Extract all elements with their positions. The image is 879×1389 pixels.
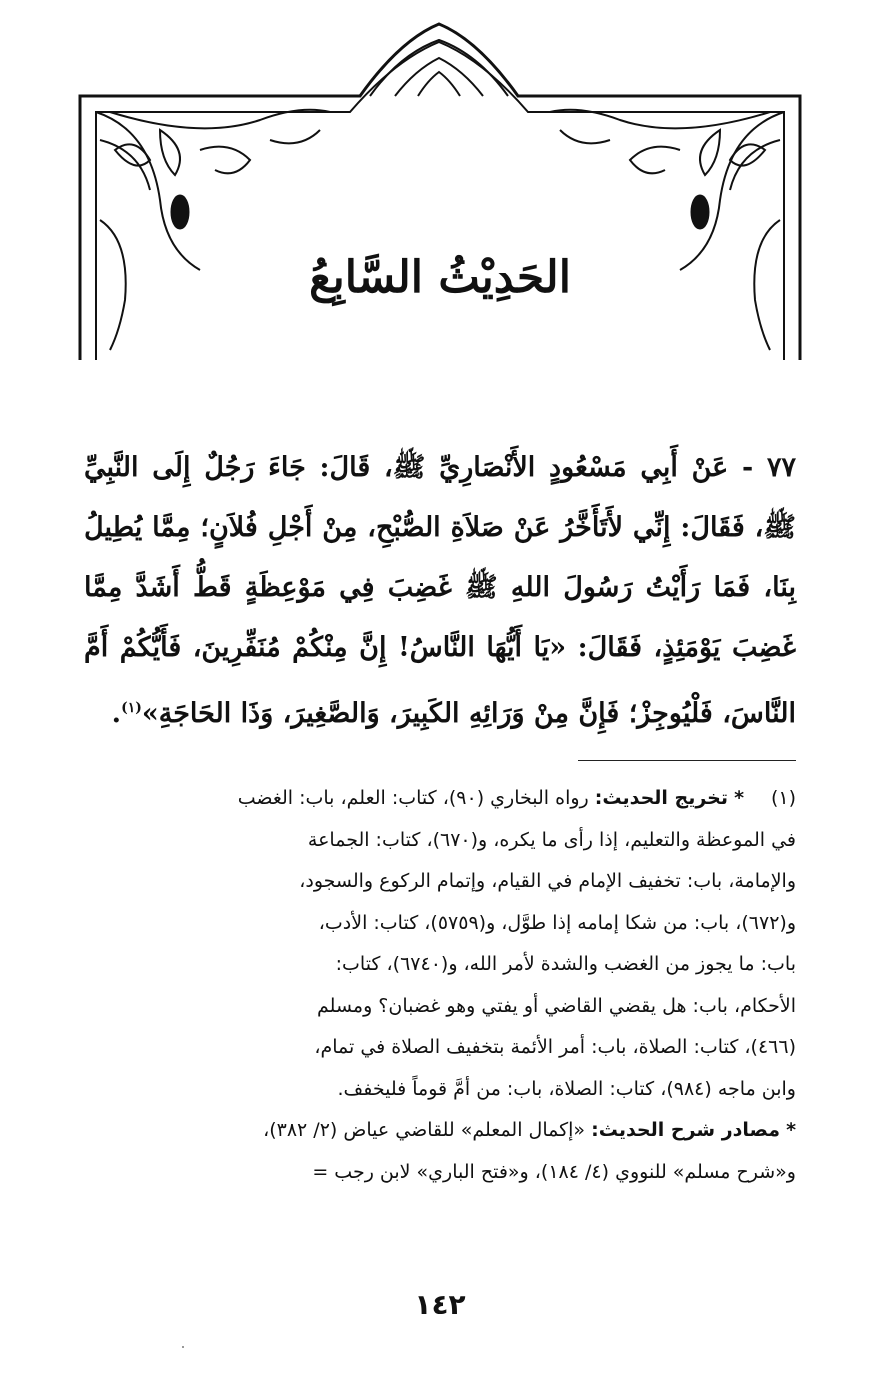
star-marker: * [786, 1119, 796, 1141]
page-number: ١٤٢ [414, 1288, 466, 1321]
chapter-title: الحَدِيْثُ السَّابِعُ [309, 252, 571, 303]
footnote-number: (١) [770, 787, 796, 809]
star-marker: * [734, 787, 744, 809]
footnote-line: والإمامة، باب: تخفيف الإمام في القيام، وإتمام الركوع والسجود، [299, 870, 796, 892]
footnote-text: رواه البخاري (٩٠)، كتاب: العلم، باب: الغضب [237, 787, 589, 809]
hadith-number: ٧٧ [766, 452, 796, 483]
footnote-line: و(٦٧٢)، باب: من شكا إمامه إذا طوَّل، و(٥٧٥٩)، كتاب: الأدب، [318, 911, 796, 934]
footnote-line: باب: ما يجوز من الغضب والشدة لأمر الله، و(٦٧٤٠)، كتاب: [335, 953, 796, 975]
footnote-line: (٤٦٦)، كتاب: الصلاة، باب: أمر الأئمة بتخفيف الصلاة في تمام، [314, 1036, 796, 1058]
footnote-line [84, 778, 796, 820]
footnote-text: «إكمال المعلم» للقاضي عياض (٢/ ٣٨٢)، [263, 1119, 586, 1141]
footnote-line: و«شرح مسلم» للنووي (٤/ ١٨٤)، و«فتح الباري» لابن رجب = [312, 1160, 796, 1183]
ornamental-frame [0, 0, 879, 360]
footnote-line: في الموعظة والتعليم، إذا رأى ما يكره، و(٦٧٠)، كتاب: الجماعة [307, 828, 796, 851]
footnote [84, 778, 796, 1193]
footnote-line: الأحكام، باب: هل يقضي القاضي أو يفتي وهو غضبان؟ ومسلم [317, 994, 796, 1017]
footnote-reference: (١) [121, 700, 142, 716]
hadith-end: . [111, 698, 122, 729]
masadir-label: مصادر شرح الحديث: [591, 1119, 781, 1141]
scan-speck [182, 1346, 184, 1348]
footnote-line [84, 1110, 796, 1152]
hadith-text [84, 438, 796, 744]
takhrij-label: تخريج الحديث: [594, 787, 729, 809]
footnote-line: وابن ماجه (٩٨٤)، كتاب: الصلاة، باب: من أمَّ قوماً فليخفف. [337, 1077, 796, 1100]
footnote-divider [578, 760, 796, 761]
hadith-body: - عَنْ أَبِي مَسْعُودٍ الأَنْصَارِيِّ ﷺ، قَالَ: جَاءَ رَجُلٌ إِلَى النَّبِيِّ ﷺ، فَقَالَ: إِنِّي لأَتَأَخَّرُ عَنْ صَلاَةِ الصُّبْحِ، مِنْ أَجْلِ فُلاَنٍ؛ مِمَّا يُطِيلُ بِنَا، فَمَا رَأَيْتُ رَسُولَ اللهِ ﷺ غَضِبَ فِي مَوْعِظَةٍ قَطُّ أَشَدَّ مِمَّا غَضِبَ يَوْمَئِذٍ، فَقَالَ: «يَا أَيُّهَا النَّاسُ! إِنَّ مِنْكُمْ مُنَفِّرِينَ، فَأَيُّكُمْ أَمَّ النَّاسَ، فَلْيُوجِزْ؛ فَإِنَّ مِنْ وَرَائِهِ الكَبِيرَ، وَالصَّغِيرَ، وَذَا الحَاجَةِ» [84, 452, 796, 729]
